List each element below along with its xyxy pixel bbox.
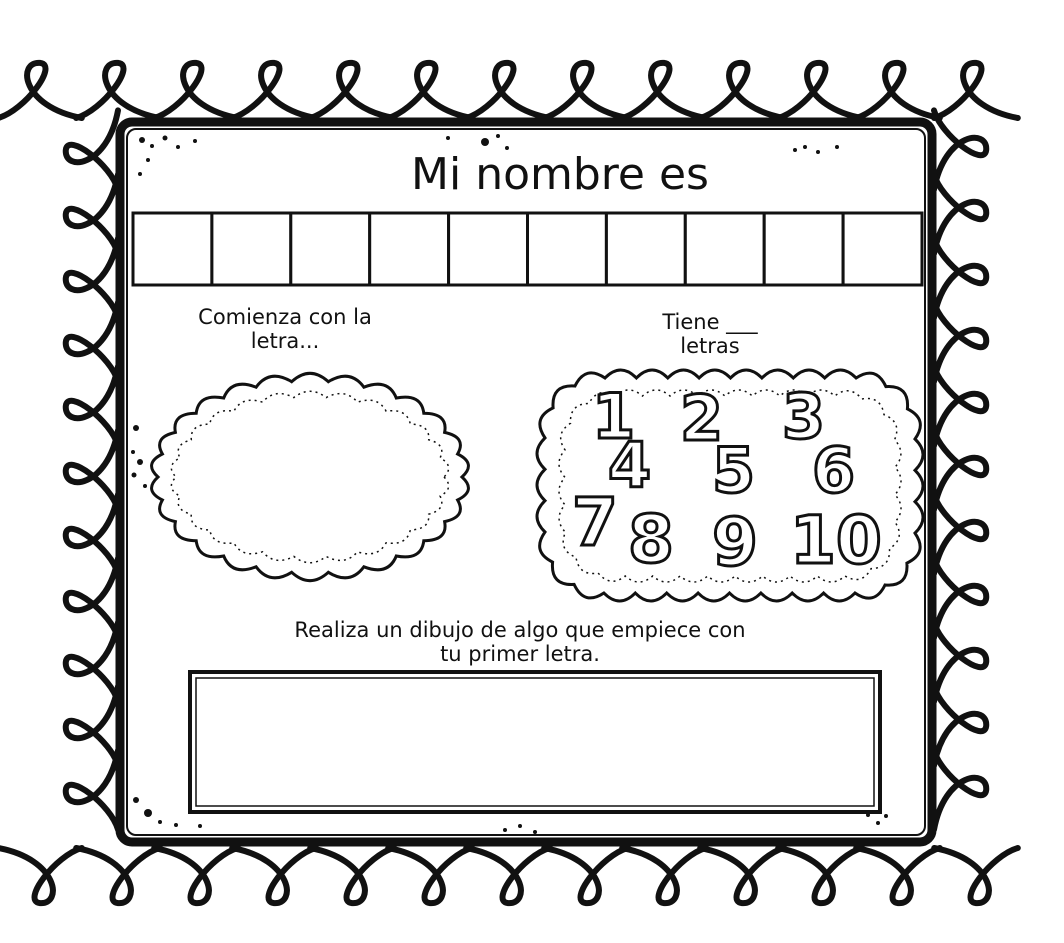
border-loop <box>934 848 1018 903</box>
border-loop <box>154 63 238 118</box>
number-3: 3 <box>782 380 826 453</box>
border-loop <box>232 848 316 903</box>
name-letter-box <box>606 213 685 285</box>
border-loop <box>934 622 986 701</box>
border-loop <box>934 430 986 509</box>
name-letter-box <box>764 213 843 285</box>
border-loop <box>310 848 394 903</box>
border-loop <box>934 686 986 765</box>
page-title: Mi nombre es <box>411 149 709 200</box>
border-loop <box>622 63 706 118</box>
name-letter-box <box>843 213 922 285</box>
name-letter-box <box>528 213 607 285</box>
border-loop <box>0 848 82 903</box>
border-loop <box>66 750 118 829</box>
border-loop <box>934 238 986 317</box>
number-5: 5 <box>712 434 756 507</box>
border-loop <box>66 174 118 253</box>
border-loop <box>934 750 986 829</box>
border-loop <box>934 110 986 189</box>
border-loop <box>66 430 118 509</box>
first-letter-scallop <box>152 373 469 580</box>
border-loop <box>66 238 118 317</box>
border-loop <box>388 63 472 118</box>
drawing-instruction-line1: Realiza un dibujo de algo que empiece con <box>294 618 746 642</box>
number-6: 6 <box>812 434 856 507</box>
border-loop <box>934 494 986 573</box>
name-letter-box <box>133 213 212 285</box>
border-loop <box>700 848 784 903</box>
letter-count-label <box>600 310 820 358</box>
border-loop <box>232 63 316 118</box>
border-loop <box>934 174 986 253</box>
number-7: 7 <box>572 484 618 561</box>
number-4: 4 <box>608 429 652 502</box>
border-loop <box>934 558 986 637</box>
border-loop <box>622 848 706 903</box>
border-loop <box>856 63 940 118</box>
letter-count-label-line2: letras <box>680 334 740 359</box>
border-loop <box>66 366 118 445</box>
name-letter-box <box>212 213 291 285</box>
name-letter-box <box>449 213 528 285</box>
letter-count-label-line1: Tiene ___ <box>662 310 758 334</box>
first-letter-label-line2: letra... <box>250 329 320 354</box>
name-letter-box <box>291 213 370 285</box>
border-loop <box>76 848 160 903</box>
drawing-instruction-line2: tu primer letra. <box>440 642 600 667</box>
border-loop <box>310 63 394 118</box>
name-letter-boxes <box>133 213 922 285</box>
name-letter-box <box>685 213 764 285</box>
border-loop <box>934 366 986 445</box>
border-loop <box>934 63 1018 118</box>
border-loop <box>934 302 986 381</box>
border-loop <box>466 63 550 118</box>
drawing-instruction <box>190 618 850 666</box>
border-loop <box>66 686 118 765</box>
number-10: 10 <box>790 502 882 579</box>
border-loop <box>154 848 238 903</box>
border-loop <box>544 63 628 118</box>
number-2: 2 <box>680 382 724 455</box>
border-loop <box>544 848 628 903</box>
border-loop <box>66 622 118 701</box>
first-letter-label <box>150 305 420 353</box>
number-9: 9 <box>712 504 758 581</box>
border-loop <box>66 558 118 637</box>
border-loop <box>466 848 550 903</box>
border-loop <box>66 494 118 573</box>
border-loop <box>0 63 82 118</box>
border-loop <box>778 63 862 118</box>
name-letter-box <box>370 213 449 285</box>
border-loop <box>66 302 118 381</box>
border-loop <box>700 63 784 118</box>
border-loop <box>856 848 940 903</box>
number-8: 8 <box>628 501 674 578</box>
first-letter-label-line1: Comienza con la <box>198 305 372 329</box>
border-loop <box>778 848 862 903</box>
number-1: 1 <box>592 380 636 453</box>
border-loop <box>66 110 118 189</box>
drawing-box <box>190 672 880 812</box>
border-loop <box>388 848 472 903</box>
